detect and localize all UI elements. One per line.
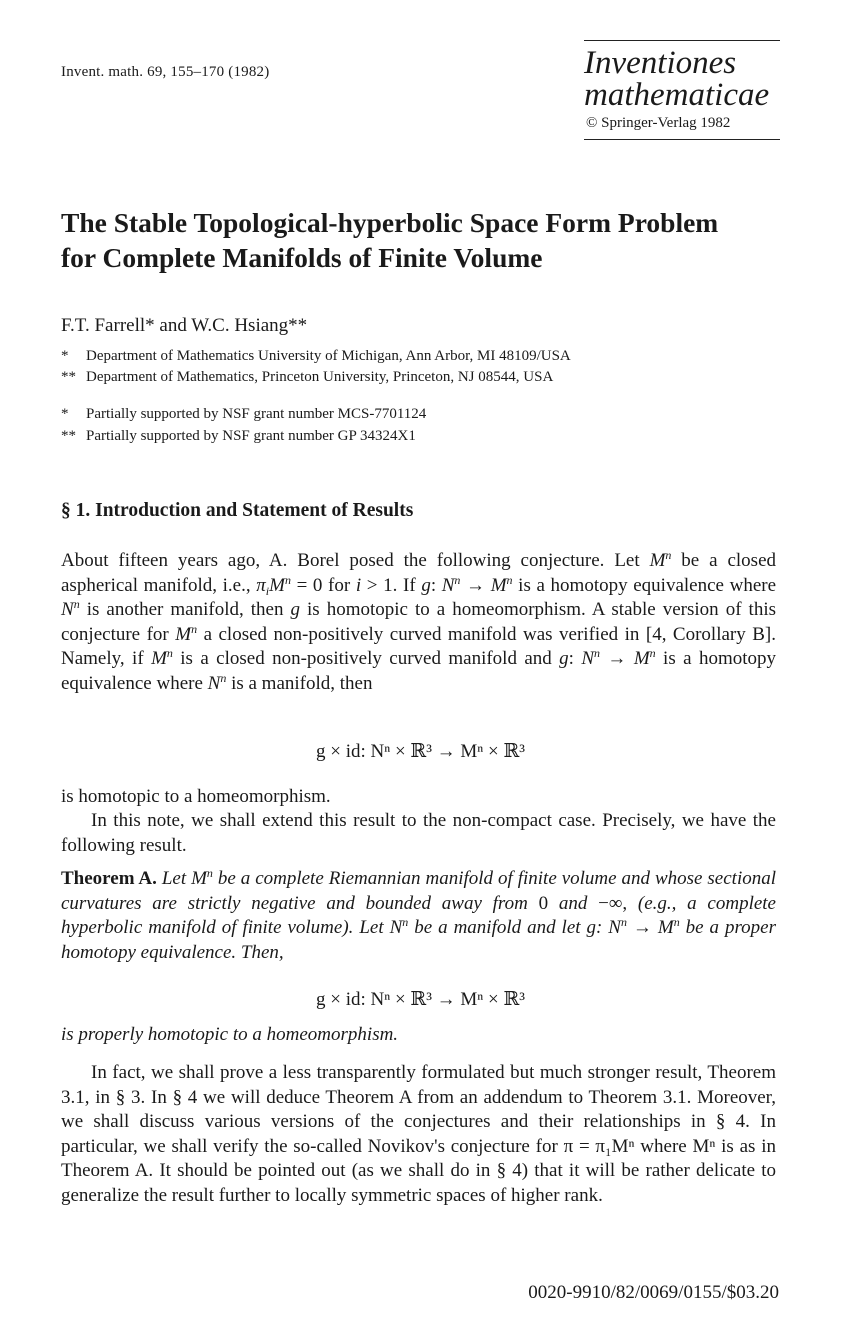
theorem-label: Theorem A. xyxy=(61,868,157,889)
equation-2: g × id: Nⁿ × ℝ³ → Mⁿ × ℝ³ xyxy=(315,989,525,1010)
section-heading: § 1. Introduction and Statement of Results xyxy=(61,500,414,521)
paragraph-intro: About fifteen years ago, A. Borel posed the following conjecture. Let $M^n$ be a closed aspherical manifold, i.e., $\pi_iM^n = 0$ for i > 1. If g: $N^n \to M^n$ is a homotopy equivalence where $N^n$ is another manifold, then g is homotopic to a homeomorphism. A stable version of this conjecture for $M^n$ a closed non-positively curved manifold was verified in [4, Corollary B]. Namely, if $M^n$ is a closed non-positively curved manifold and g: $N^n \to M^n$ is a homotopy equivalence where $N^n$ is a manifold, then xyxy=(61,548,777,694)
grant-2: ** Partially supported by NSF grant number GP 34324X1 xyxy=(61,428,416,444)
paragraph-overview: In fact, we shall prove a less transparently formulated but much stronger result, Theorem 3.1, in § 3. In § 4 we will deduce Theorem A from an addendum to Theorem 3.1. Moreover, we shall discuss various versions of the conjectures and their relationships in § 4. In particular, we shall verify the so-called Novikov's conjecture for π = π₁Mⁿ where Mⁿ is as in Theorem A. It should be pointed out (as we shall do in § 4) that it will be rather delicate to generalize the result further to locally symmetric spaces of higher rank. xyxy=(61,1062,776,1206)
footer-code: 0020-9910/82/0069/0155/$03.20 xyxy=(528,1282,779,1303)
equation-1: g × id: Nⁿ × ℝ³ → Mⁿ × ℝ³ xyxy=(315,741,525,762)
citation-line: Invent. math. 69, 155–170 (1982) xyxy=(61,64,270,80)
theorem-conclusion: is properly homotopic to a homeomorphism. xyxy=(61,1024,399,1045)
journal-masthead xyxy=(584,40,780,140)
journal-name: Inventiones mathematicae xyxy=(584,45,770,113)
paper-title: The Stable Topological-hyperbolic Space Form Problem for Complete Manifolds of Finite Volume xyxy=(61,207,719,273)
paragraph-result: is homotopic to a homeomorphism. xyxy=(61,786,331,807)
authors: F.T. Farrell* and W.C. Hsiang** xyxy=(61,315,308,336)
paragraph-extension: In this note, we shall extend this result to the non-compact case. Precisely, we have the following result. xyxy=(61,810,776,856)
grant-1: * Partially supported by NSF grant number MCS-7701124 xyxy=(61,406,427,422)
top-rule xyxy=(584,40,780,41)
publisher-line: © Springer-Verlag 1982 xyxy=(586,115,731,131)
affiliation-2: ** Department of Mathematics, Princeton University, Princeton, NJ 08544, USA xyxy=(61,369,554,385)
theorem-a: Theorem A. Let $M^n$ be a complete Riemannian manifold of finite volume and whose sectional curvatures are strictly negative and bounded away from 0 and −∞, (e.g., a complete hyperbolic manifold of finite volume). Let $N^n$ be a manifold and let g: $N^n \to M^n$ be a proper homotopy equivalence. Then, xyxy=(61,866,777,963)
bottom-rule xyxy=(584,139,780,140)
affiliation-1: * Department of Mathematics University of Michigan, Ann Arbor, MI 48109/USA xyxy=(61,348,571,364)
